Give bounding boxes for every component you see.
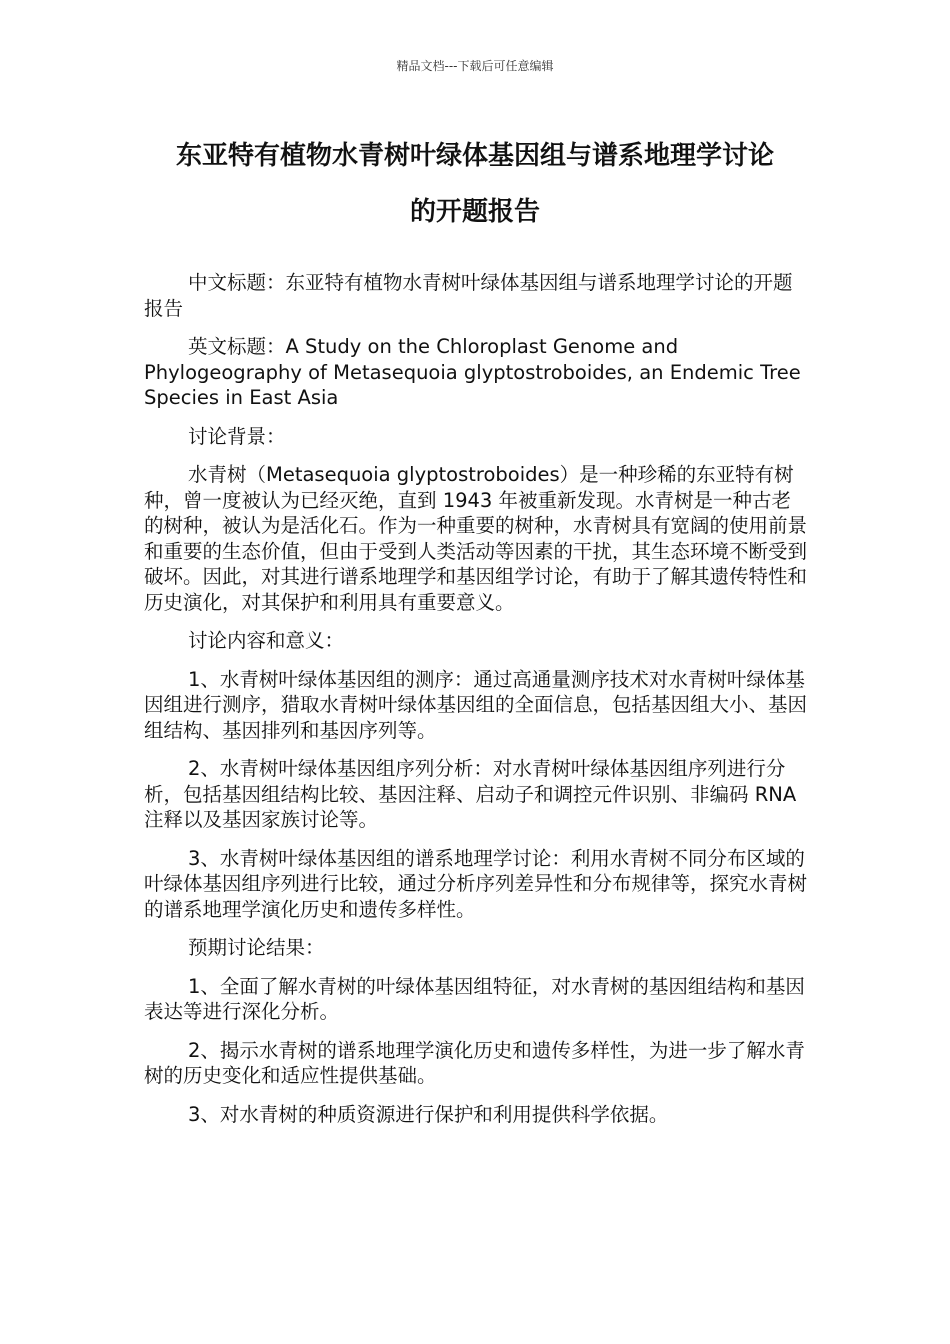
background-heading: 讨论背景： [188, 424, 286, 448]
chinese-title-paragraph: 中文标题：东亚特有植物水青树叶绿体基因组与谱系地理学讨论的开题报告 [144, 271, 793, 320]
content-heading: 讨论内容和意义： [188, 629, 345, 652]
title-line-2: 的开题报告 [409, 197, 540, 227]
title-line-1: 东亚特有植物水青树叶绿体基因组与谱系地理学讨论 [175, 141, 774, 171]
background-paragraph: 水青树（Metasequoia glyptostroboides）是一种珍稀的东亚特有树种，曾一度被认为已经灭绝，直到 1943 年被重新发现。水青树是一种古老的树种，被认为是活化石。作为一种重要的树种，水青树具有宽阔的使用前景和重要的生态价值，但由于受到人类活动等因素的干扰，其生态环境不断受到破坏。因此，对其进行谱系地理学和基因组学讨论，有助于了解其遗传特性和历史演化，对其保护和利用具有重要意义。 [144, 463, 808, 614]
content-item-3: 3、水青树叶绿体基因组的谱系地理学讨论：利用水青树不同分布区域的叶绿体基因组序列进行比较，通过分析序列差异性和分布规律等，探究水青树的谱系地理学演化历史和遗传多样性。 [144, 846, 808, 921]
results-heading: 预期讨论结果： [188, 936, 325, 959]
document-body [144, 270, 808, 1140]
page-header-note: 精品文档---下载后可任意编辑 [396, 59, 554, 73]
result-item-2: 2、揭示水青树的谱系地理学演化历史和遗传多样性，为进一步了解水青树的历史变化和适应性提供基础。 [144, 1038, 805, 1087]
result-item-1: 1、全面了解水青树的叶绿体基因组特征，对水青树的基因组结构和基因表达等进行深化分析。 [144, 974, 805, 1023]
english-title-paragraph: 英文标题：A Study on the Chloroplast Genome and Phylogeography of Metasequoia glyptostroboides, an Endemic Tree Species in East Asia [144, 335, 801, 409]
document-title [120, 128, 830, 240]
result-item-3: 3、对水青树的种质资源进行保护和利用提供科学依据。 [188, 1102, 669, 1126]
content-item-2: 2、水青树叶绿体基因组序列分析：对水青树叶绿体基因组序列进行分析，包括基因组结构比较、基因注释、启动子和调控元件识别、非编码 RNA 注释以及基因家族讨论等。 [144, 757, 797, 831]
content-item-1: 1、水青树叶绿体基因组的测序：通过高通量测序技术对水青树叶绿体基因组进行测序，猎取水青树叶绿体基因组的全面信息，包括基因组大小、基因组结构、基因排列和基因序列等。 [144, 667, 808, 742]
